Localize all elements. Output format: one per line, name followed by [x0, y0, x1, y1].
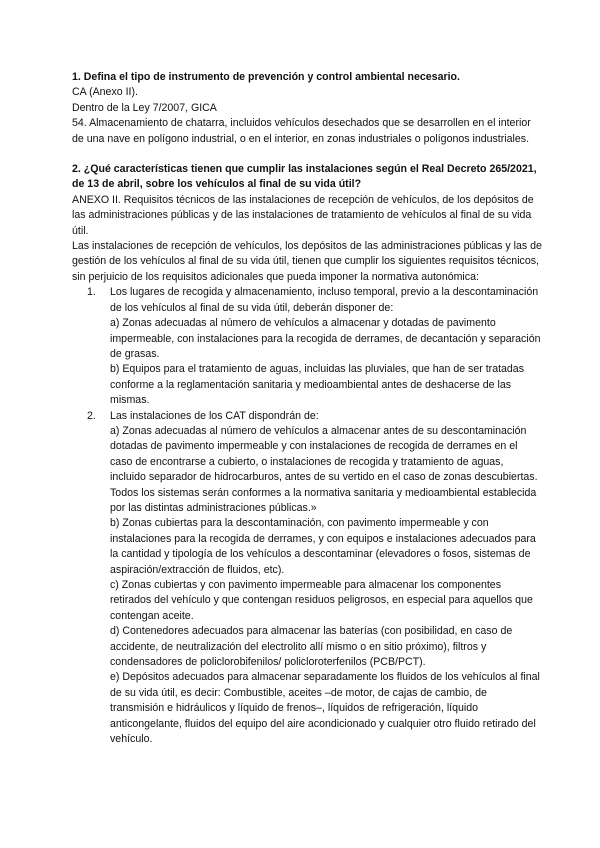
- list-number: 1.: [87, 286, 96, 299]
- sub-item: b) Zonas cubiertas para la descontaminación, con pavimento impermeable y con instalaciones para la recogida de derrames, y con equipos e instalaciones adecuados para la cantidad y tipología de los vehículos a descontaminar (elevadores o fosos, sistemas de aspiración/extracción de fluidos, etc).: [110, 517, 536, 576]
- answer-1-line-1: CA (Anexo II).: [72, 86, 138, 99]
- sub-item: a) Zonas adecuadas al número de vehículos a almacenar y dotadas de pavimento impermeable, con instalaciones para la recogida de derrames, de decantación y separación de grasas.: [110, 317, 541, 360]
- list-item: [72, 409, 542, 748]
- list-item-text: Los lugares de recogida y almacenamiento, incluso temporal, previo a la descontaminación de los vehículos al final de su vida útil, deberán disponer de:: [110, 286, 539, 314]
- section-gap: [72, 147, 542, 162]
- list-number: 2.: [87, 409, 96, 422]
- list-item: [72, 285, 542, 408]
- answer-1-line-2: Dentro de la Ley 7/2007, GICA: [72, 101, 217, 114]
- sub-item: b) Equipos para el tratamiento de aguas, incluidas las pluviales, que han de ser tratadas conforme a la reglamentación sanitaria y medioambiental antes de deshacerse de las mismas.: [110, 363, 524, 407]
- sub-item: a) Zonas adecuadas al número de vehículos a almacenar antes de su descontaminación dotadas de pavimento impermeable y con instalaciones de recogida de derrames en el caso de encontrarse a cubierto, o instalaciones de recogida y tratamiento de aguas, incluido separador de hidrocarburos, antes de su vertido en el caso de zonas descubiertas. Todos los sistemas serán conformes a la normativa sanitaria y medioambiental establecida por las distintas administraciones públicas.»: [110, 424, 538, 514]
- sub-item: c) Zonas cubiertas y con pavimento impermeable para almacenar los componentes retirados del vehículo y que contengan residuos peligrosos, en especial para aquellos que contengan aceite.: [110, 579, 533, 622]
- sub-item: d) Contenedores adecuados para almacenar las baterías (con posibilidad, en caso de accidente, de neutralización del electrolito allí mismo o en sitio próximo), filtros y condensadores de policlorobifenilos/ policloroterfenilos (PCB/PCT).: [110, 625, 513, 669]
- sub-item: e) Depósitos adecuados para almacenar separadamente los fluidos de los vehículos al final de su vida útil, es decir: Combustible, aceites –de motor, de cajas de cambio, de transmisión e hidráulicos y líquido de frenos–, líquidos de refrigeración, líquido anticongelante, fluidos del equipo del aire acondicionado y cualquier otro fluido retirado del vehículo.: [110, 671, 540, 746]
- annex-intro: Las instalaciones de recepción de vehículos, los depósitos de las administraciones públicas y las de gestión de los vehículos al final de su vida útil, tienen que cumplir los siguientes requisitos técnicos, sin perjuicio de los requisitos adicionales que pueda imponer la normativa autonómica:: [72, 240, 542, 283]
- question-2-title: 2. ¿Qué características tienen que cumplir las instalaciones según el Real Decreto 265/2021, de 13 de abril, sobre los vehículos al final de su vida útil?: [72, 163, 537, 191]
- question-1-title: 1. Defina el tipo de instrumento de prevención y control ambiental necesario.: [72, 71, 460, 83]
- requirements-list: [72, 285, 542, 747]
- annex-heading: ANEXO II. Requisitos técnicos de las instalaciones de recepción de vehículos, de los depósitos de las administraciones públicas y de las instalaciones de tratamiento de vehículos al final de su vida útil.: [72, 193, 534, 237]
- answer-1-line-3: 54. Almacenamiento de chatarra, incluidos vehículos desechados que se desarrollen en el interior de una nave en polígono industrial, o en el interior, en zonas industriales o polígonos industriales.: [72, 117, 531, 145]
- list-item-text: Las instalaciones de los CAT dispondrán de:: [110, 409, 319, 422]
- document-page: [72, 70, 542, 747]
